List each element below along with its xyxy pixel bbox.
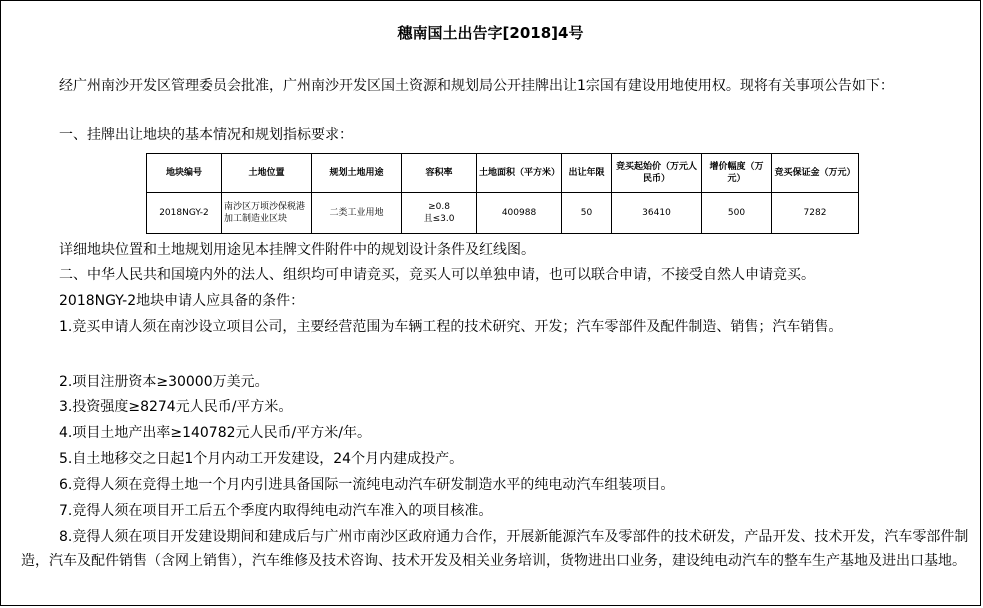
header-start-price: 竞买起始价（万元人民币） — [612, 154, 702, 193]
condition-item: 2.项目注册资本≥30000万美元。 — [59, 374, 269, 390]
header-increment: 增价幅度（万元） — [702, 154, 772, 193]
table-header-row — [147, 154, 859, 193]
table-row — [147, 193, 859, 234]
cell-increment: 500 — [702, 193, 772, 234]
plot-ratio-min: ≥0.8 — [428, 202, 450, 212]
header-parcel-id: 地块编号 — [147, 154, 222, 193]
cell-plot-ratio — [402, 193, 477, 234]
header-land-use: 规划土地用途 — [312, 154, 402, 193]
cell-land-use: 二类工业用地 — [312, 193, 402, 234]
condition-item: 6.竞得人须在竞得土地一个月内引进具备国际一流纯电动汽车研发制造水平的纯电动汽车组装项目。 — [59, 477, 675, 493]
plot-ratio-max: 且≤3.0 — [423, 214, 455, 224]
condition-item: 4.项目土地产出率≥140782元人民币/平方米/年。 — [59, 425, 371, 441]
header-term: 出让年限 — [562, 154, 612, 193]
header-location: 土地位置 — [222, 154, 312, 193]
section1-heading: 一、挂牌出让地块的基本情况和规划指标要求： — [59, 127, 353, 143]
land-parcel-table — [146, 153, 859, 234]
condition-item: 5.自土地移交之日起1个月内动工开发建设，24个月内建成投产。 — [59, 451, 464, 467]
document-title: 穗南国土出告字[2018]4号 — [397, 24, 584, 42]
cell-term: 50 — [562, 193, 612, 234]
condition-item: 3.投资强度≥8274元人民币/平方米。 — [59, 399, 293, 415]
condition-item: 8.竞得人须在项目开发建设期间和建成后与广州市南沙区政府通力合作，开展新能源汽车及零部件的技术研发，产品开发、技术开发，汽车零部件制造，汽车及配件销售（含网上销售），汽车维修及技术咨询、技术开发及相关业务培训，货物进出口业务，建设纯电动汽车的整车生产基地及进出口基地。 — [21, 529, 969, 569]
intro-paragraph: 经广州南沙开发区管理委员会批准，广州南沙开发区国土资源和规划局公开挂牌出让1宗国有建设用地使用权。现将有关事项公告如下： — [59, 78, 894, 94]
cell-area: 400988 — [477, 193, 562, 234]
after-table-text: 详细地块位置和土地规划用途见本挂牌文件附件中的规划设计条件及红线图。 — [59, 242, 535, 258]
section2-heading: 二、中华人民共和国境内外的法人、组织均可申请竞买，竞买人可以单独申请，也可以联合申请，不接受自然人申请竞买。 — [59, 267, 815, 283]
cell-location: 南沙区万顷沙保税港加工制造业区块 — [222, 193, 312, 234]
cell-deposit: 7282 — [772, 193, 859, 234]
cell-parcel-id: 2018NGY-2 — [147, 193, 222, 234]
conditions-heading: 2018NGY-2地块申请人应具备的条件： — [59, 293, 305, 309]
condition-item: 7.竞得人须在项目开工后五个季度内取得纯电动汽车准入的项目核准。 — [59, 503, 493, 519]
header-area: 土地面积（平方米） — [477, 154, 562, 193]
condition-item: 1.竞买申请人须在南沙设立项目公司，主要经营范围为车辆工程的技术研究、开发；汽车零部件及配件制造、销售；汽车销售。 — [59, 319, 843, 335]
cell-start-price: 36410 — [612, 193, 702, 234]
header-plot-ratio: 容积率 — [402, 154, 477, 193]
header-deposit: 竞买保证金（万元） — [772, 154, 859, 193]
